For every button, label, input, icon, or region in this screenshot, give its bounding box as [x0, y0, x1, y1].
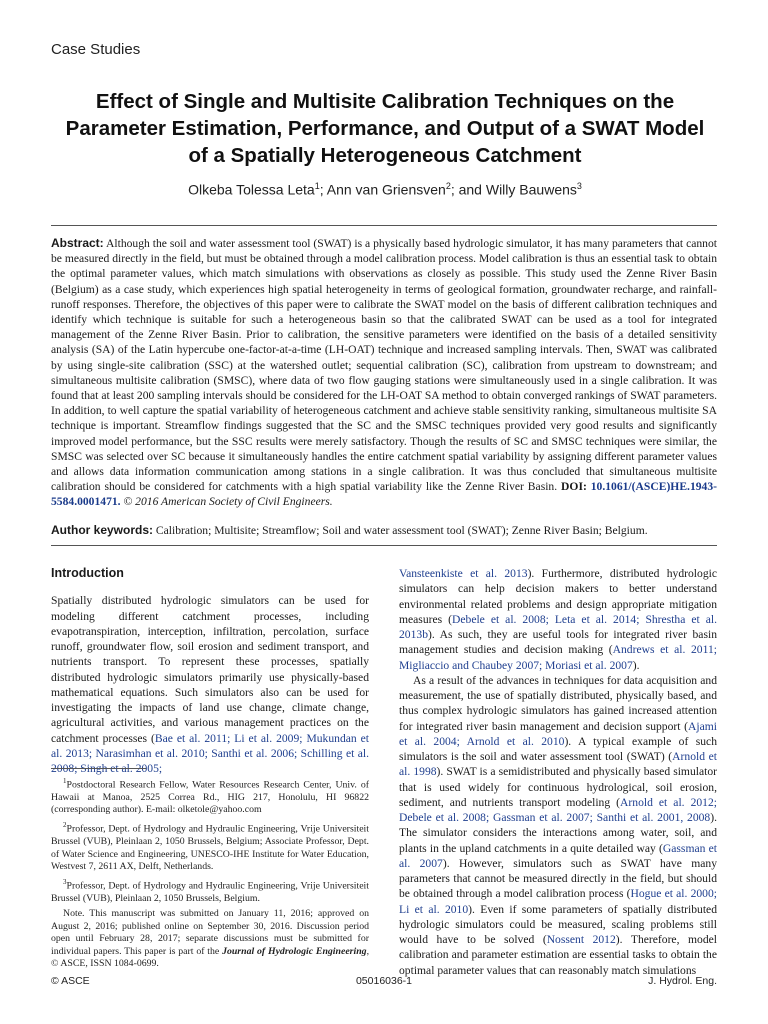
intro-paragraph [51, 593, 369, 776]
intro-text: As a result of the advances in techniques for data acquisition and measurement, the use of spatially distributed, physically based, and thus complex hydrologic simulators has gained increased attention for integrated river basin management and decision support ( [399, 673, 717, 733]
author-separator: ; [319, 181, 327, 198]
footnote [51, 819, 369, 873]
section-heading-introduction: Introduction [51, 566, 124, 580]
abstract-bottom-rule [51, 545, 717, 546]
citation-link[interactable]: Hogue et al. 2000; Li et al. 2010 [399, 887, 717, 916]
footnote-text: Postdoctoral Research Fellow, Water Resources Research Center, Univ. of Hawaii at Manoa, 2525 Correa Rd., HIG 217, Honolulu, HI 96822 (corresponding author). E-mail: olketole@yahoo.com [51, 779, 369, 816]
intro-paragraph [399, 566, 717, 673]
abstract-block [51, 236, 717, 510]
author-name: Willy Bauwens [485, 181, 577, 198]
intro-text: ). Furthermore, distributed hydrologic simulators can help decision makers to better understand environmental related problems and design appropriate mitigation measures ( [399, 567, 717, 626]
page-footer [51, 975, 717, 989]
footnote [51, 876, 369, 905]
footnotes [51, 775, 369, 973]
author-name: Ann van Griensven [326, 181, 446, 198]
doi-label: DOI: [561, 480, 587, 494]
section-label: Case Studies [51, 41, 141, 58]
author-list [60, 181, 710, 198]
footnote-text: Professor, Dept. of Hydrology and Hydraulic Engineering, Vrije Universiteit Brussel (VUB), Pleinlaan 2, 1050 Brussels, Belgium. [51, 880, 369, 905]
footnote-text: Professor, Dept. of Hydrology and Hydraulic Engineering, Vrije Universiteit Brussel (VUB), Pleinlaan 2, 1050 Brussels, Belgium; Associate Professor, Dept. of Water Science and Engineering, UNESCO-IHE Institute for Water Education, Westvest 7, 2611 AX, Delft, Netherlands. [51, 823, 369, 872]
doi-link[interactable]: 10.1061/(ASCE)HE.1943-5584.0001471. [51, 480, 717, 509]
intro-text: ). Even if some parameters of spatially distributed hydrologic simulators could be measured, scaling problems still would have to be solved ( [399, 902, 717, 946]
footnote [51, 775, 369, 816]
abstract-text: Although the soil and water assessment tool (SWAT) is a physically based hydrologic simulator, it has many parameters that cannot be measured directly in the field, but must be obtained through a model calibration process. Model calibration is thus an essential task to obtain the optimal parameter values, which match simulations with observations as closely as possible. This study used the Zenne River Basin (Belgium) as a case study, which experiences high spatial heterogeneity in terms of geological formation, groundwater recharge, and rainfall-runoff responses. Therefore, the objectives of this paper were to calibrate the SWAT model on the basis of different calibration techniques and identify which technique is suitable for such a heterogeneous basin so that the calibrated SWAT can be used as a tool for integrated management of the Zenne River Basin. Prior to calibration, the sensitive parameters were identified on the basis of a detailed sensitivity analysis (SA) of the Latin hypercube one-factor-at-a-time (LH-OAT) technique and increased sampling intervals. Then, SWAT was calibrated by using single-site calibration (SSC) at the watershed outlet; sequential calibration (SC), calibration from upstream to downstream; and simultaneous multisite calibration (SMSC), where data of two flow gauging stations were simultaneously used in a single calibration. It was found that at least 200 sampling intervals should be considered for the LH-OAT SA method to obtain converged rankings of SWAT parameters. In addition, to well capture the spatial variability of heterogeneous catchment and achieve stable sensitivity ranking, simultaneous multisite SA technique is important. Streamflow findings suggested that the SC and the SMSC techniques provided very good results and significantly improved model performance, but the SSC results were merely satisfactory. Though the results of SC and SMSC techniques were similar, the SMSC was selected over SC because it simultaneously handles the entire catchment spatial variability by assigning different parameter values and allows data information communication among stations in a single calibration. It was thus concluded that simultaneous multisite calibration should be considered for catchments with a high spatial variability like the Zenne River Basin. [51, 237, 717, 494]
journal-name: Journal of Hydrologic Engineering [222, 945, 367, 957]
page-number: 05016036-1 [355, 975, 413, 987]
abstract-label: Abstract: [51, 236, 104, 250]
abstract-top-rule [51, 225, 717, 226]
intro-text: Spatially distributed hydrologic simulators can be used for modeling different catchment processes, including evapotranspiration, interception, infiltration, percolation, surface runoff, groundwater flow, soil erosion and sediment transport, and nutrients transport. To represent these processes, spatially distributed hydrologic simulators primarily use physically-based mathematical equations. Such simulators also can be used for investigating the impacts of land use change, climate change, agricultural activities, and various management practices on the catchment processes ( [51, 594, 369, 745]
intro-text: ). SWAT is a semidistributed and physically based simulator that is used widely for continuous hydrological, soil erosion, sediment, and nutrients transport modeling ( [399, 765, 717, 809]
note-text: , © ASCE, ISSN 1084-0699. [51, 945, 370, 970]
citation-link[interactable]: Bae et al. 2011; Li et al. 2009; Mukundan et al. 2013; Narasimhan et al. 2010; Santhi et al. 2006; Schilling et al. 2008; Singh et al. 2005; [51, 731, 369, 775]
intro-text: ). The simulator considers the interactions among water, soil, and plants in the upland catchments in a quite detailed way ( [399, 811, 717, 855]
footnote-mark: 1 [63, 777, 67, 785]
affiliation-mark: 1 [314, 181, 320, 191]
author-separator: ; and [450, 181, 486, 198]
citation-link[interactable]: Ajami et al. 2004; Arnold et al. 2010 [399, 719, 717, 748]
keywords-text: Calibration; Multisite; Streamflow; Soil and water assessment tool (SWAT); Zenne River Basin; Belgium. [153, 524, 648, 537]
copyright-notice: © 2016 American Society of Civil Engineers. [123, 495, 333, 509]
author-name: Olkeba Tolessa Leta [188, 181, 315, 198]
affiliation-mark: 2 [445, 181, 451, 191]
citation-link[interactable]: Andrews et al. 2011; Migliaccio and Chaubey 2007; Moriasi et al. 2007 [399, 643, 717, 672]
citation-link[interactable]: Vansteenkiste et al. 2013 [399, 567, 528, 580]
keywords-label: Author keywords: [51, 523, 154, 537]
citation-link[interactable]: Nossent 2012 [546, 933, 616, 946]
intro-text: ). As such, they are useful tools for integrated river basin management studies and decision making ( [399, 628, 717, 657]
intro-paragraph [399, 673, 717, 978]
footnote-mark: 3 [63, 878, 67, 887]
manuscript-note [51, 908, 369, 970]
right-column [399, 566, 717, 978]
footer-publisher: © ASCE [51, 975, 90, 987]
citation-link[interactable]: Debele et al. 2008; Leta et al. 2014; Shrestha et al. 2013b [399, 612, 717, 641]
footnote-rule [51, 768, 146, 769]
citation-link[interactable]: Arnold et al. 2012; Debele et al. 2008; Gassman et al. 2007; Santhi et al. 2001, 2008 [399, 795, 717, 824]
author-keywords [51, 523, 717, 538]
intro-text: ). [632, 658, 640, 672]
footer-journal: J. Hydrol. Eng. [648, 975, 717, 987]
intro-text: ). A typical example of such simulators is the soil and water assessment tool (SWAT) ( [399, 734, 717, 763]
left-column [51, 566, 369, 776]
intro-text: ). Therefore, model calibration and parameter estimation are essential tasks to obtain the optimal parameter values that can reasonably match simulations [399, 933, 717, 977]
citation-link[interactable]: Arnold et al. 1998 [399, 750, 717, 779]
affiliation-mark: 3 [576, 181, 582, 191]
intro-text: ). However, simulators such as SWAT have many parameters that cannot be measured directly in the field, but should be obtained through a model calibration process ( [399, 856, 717, 901]
citation-link[interactable]: Gassman et al. 2007 [399, 841, 717, 870]
footnote-mark: 2 [63, 821, 67, 830]
note-text: Note. This manuscript was submitted on January 11, 2016; approved on August 2, 2016; published online on September 30, 2016. Discussion period open until February 28, 2017; separate discussions must be submitted for individual papers. This paper is part of the [51, 908, 369, 957]
paper-title: Effect of Single and Multisite Calibration Techniques on the Parameter Estimation, Performance, and Output of a SWAT Model of a Spatially Heterogeneous Catchment [65, 90, 705, 167]
